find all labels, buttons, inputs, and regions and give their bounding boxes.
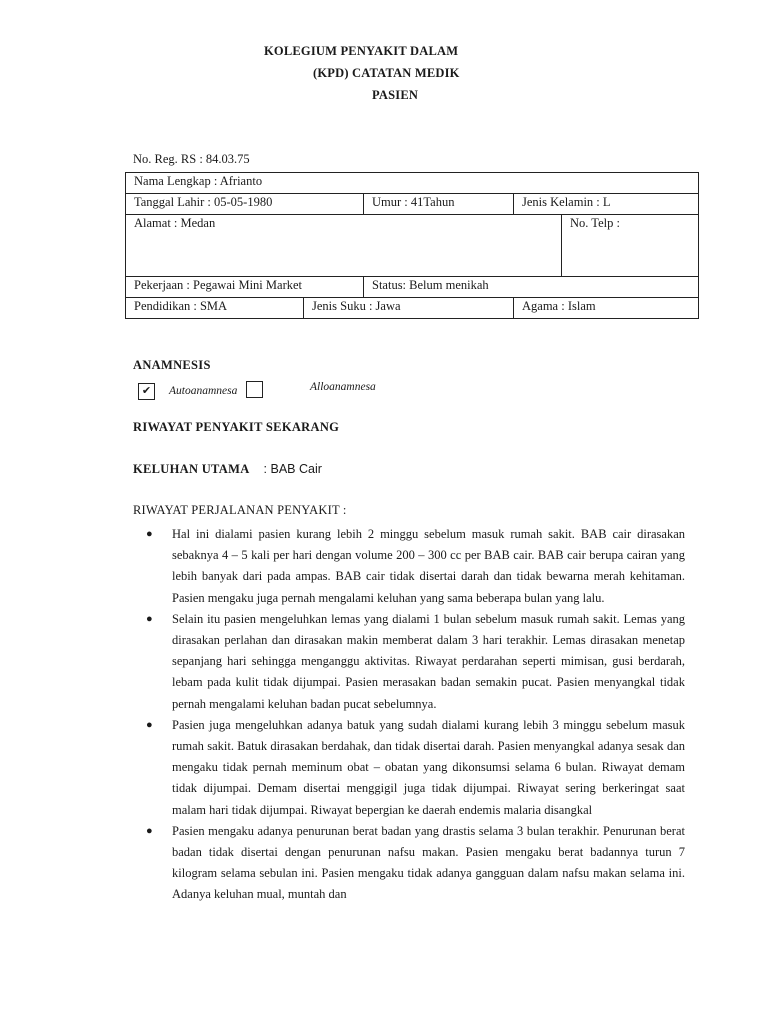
rps-heading: RIWAYAT PENYAKIT SEKARANG	[133, 420, 340, 434]
disease-history-list	[133, 524, 685, 906]
patient-marital-status: Status: Belum menikah	[364, 277, 699, 298]
patient-name: Nama Lengkap : Afrianto	[126, 173, 699, 194]
registration-number: No. Reg. RS : 84.03.75	[133, 152, 250, 166]
list-item	[133, 715, 685, 821]
autoanamnesa-checkbox[interactable]	[138, 383, 155, 400]
list-item-text: Pasien mengaku adanya penurunan berat badan yang drastis selama 3 bulan terakhir. Penurunan berat badan tidak disertai dengan penurunan nafsu makan. Pasien mengaku berat badannya turun 7 kilogram selama sebulan ini. Pasien mengaku tidak adanya gangguan dalam nafsu makan selama ini. Adanya keluhan mual, muntah dan	[172, 823, 685, 902]
bullet-icon: ●	[146, 718, 153, 731]
patient-education: Pendidikan : SMA	[126, 298, 304, 319]
patient-occupation: Pekerjaan : Pegawai Mini Market	[126, 277, 364, 298]
patient-gender: Jenis Kelamin : L	[514, 194, 699, 215]
list-item	[133, 821, 685, 906]
patient-address: Alamat : Medan	[126, 215, 562, 277]
patient-info-table	[125, 172, 699, 319]
list-item-text: Pasien juga mengeluhkan adanya batuk yang sudah dialami kurang lebih 3 minggu sebelum masuk rumah sakit. Batuk dirasakan berdahak, dan tidak disertai darah. Pasien menyangkal adanya sesak dan mengaku tidak pernah meminum obat – obatan yang dikonsumsi selama 6 bulan. Riwayat demam tidak dijumpai. Demam disertai menggigil juga tidak dijumpai. Riwayat sering berkeringat saat malam hari tidak dijumpai. Riwayat bepergian ke daerah endemis malaria disangkal	[172, 717, 685, 817]
patient-religion: Agama : Islam	[514, 298, 699, 319]
anamnesis-heading: ANAMNESIS	[133, 358, 211, 372]
autoanamnesa-label: Autoanamnesa	[169, 385, 238, 397]
header-line-3: PASIEN	[372, 88, 419, 102]
patient-age: Umur : 41Tahun	[364, 194, 514, 215]
anamnesis-options	[133, 380, 533, 402]
list-item	[133, 609, 685, 715]
header-line-1: KOLEGIUM PENYAKIT DALAM	[264, 44, 459, 58]
list-item-text: Selain itu pasien mengeluhkan lemas yang dialami 1 bulan sebelum masuk rumah sakit. Lemas yang dirasakan perlahan dan dirasakan makin memberat dalam 3 hari terakhir. Lemas dirasakan menetap sepanjang hari sehingga menganggu aktivitas. Riwayat perdarahan seperti mimisan, gusi berdarah, lebam pada kulit tidak dijumpai. Pasien merasakan badan semakin pucat. Pasien menyangkal tidak pernah mengalami keluhan badan pucat sebelumnya.	[172, 611, 685, 711]
patient-ethnicity: Jenis Suku : Jawa	[304, 298, 514, 319]
main-complaint-value: : BAB Cair	[263, 462, 322, 476]
alloanamnesa-label: Alloanamnesa	[310, 381, 376, 393]
header-line-2: (KPD) CATATAN MEDIK	[313, 66, 460, 80]
disease-history-heading: RIWAYAT PERJALANAN PENYAKIT :	[133, 503, 347, 517]
alloanamnesa-checkbox[interactable]	[246, 381, 263, 398]
patient-birthdate: Tanggal Lahir : 05-05-1980	[126, 194, 364, 215]
bullet-icon: ●	[146, 824, 153, 837]
list-item-text: Hal ini dialami pasien kurang lebih 2 minggu sebelum masuk rumah sakit. BAB cair dirasakan sebaknya 4 – 5 kali per hari dengan volume 200 – 300 cc per BAB cair. BAB cair berupa cairan yang lebih banyak dari pada ampas. BAB cair tidak disertai darah dan tidak bewarna merah kehitaman. Pasien mengaku juga pernah mengalami keluhan yang sama beberapa bulan yang lalu.	[172, 527, 685, 605]
main-complaint	[133, 462, 322, 477]
patient-phone: No. Telp :	[562, 215, 699, 277]
main-complaint-label: KELUHAN UTAMA	[133, 462, 250, 476]
check-icon: ✔	[141, 385, 152, 397]
bullet-icon: ●	[146, 528, 153, 540]
list-item	[133, 524, 685, 609]
bullet-icon: ●	[146, 612, 153, 625]
